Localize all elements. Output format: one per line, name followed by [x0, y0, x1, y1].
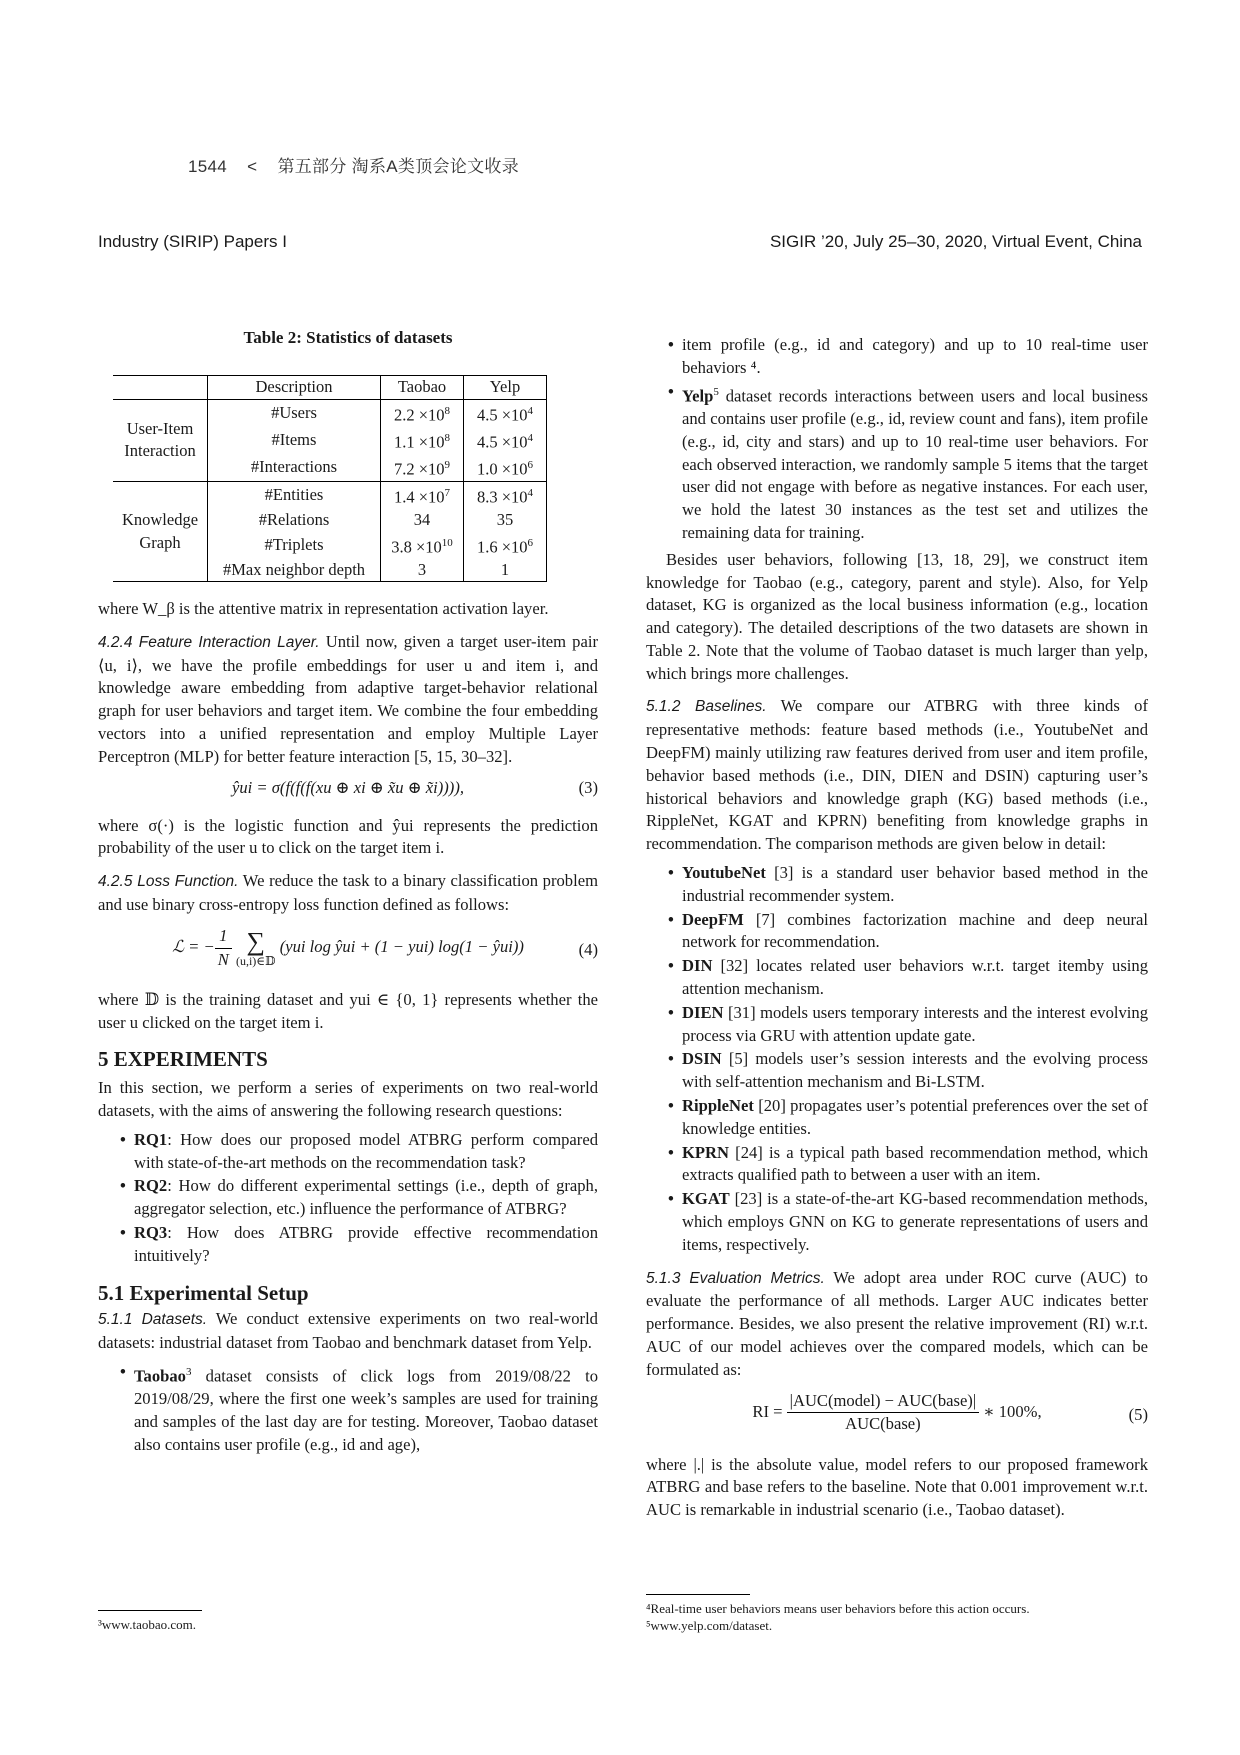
equation-number: (5) — [1128, 1404, 1148, 1424]
paragraph: 4.2.5 Loss Function. We reduce the task to a binary classification problem and use binary cross-entropy loss function defined as follows: — [98, 871, 598, 914]
table-header-cell: Description — [208, 376, 381, 400]
table-cell: $4.5 \times 10^4$ — [464, 427, 547, 454]
list-item: • Yelp$^5$ dataset records interactions between users and local business and contains user profile (e.g., id, review count and fans), item profile (e.g., id, city and stars) and up to 10 real-time user behaviors. For each observed interaction, we randomly sample 5 items that the target user did not engage with before as negative instances. For each user, we hold the latest 30 instances as the test set and utilizes the remaining data for training. — [682, 381, 1148, 545]
running-header-left: Industry (SIRIP) Papers I — [98, 232, 287, 251]
list-item: • KPRN [24] is a typical path based recommendation method, which extracts qualified path to between a user with an item. — [682, 1142, 1148, 1188]
table-cell: $1.1 \times 10^8$ — [381, 427, 464, 454]
footnote-3: ³www.taobao.com. — [98, 1617, 197, 1632]
paragraph: In this section, we perform a series of experiments on two real-world datasets, with the aims of answering the following research questions: — [98, 1078, 598, 1120]
page-top-separator: < — [247, 157, 258, 176]
table-cell: $1.6 \times 10^6$ — [464, 532, 547, 559]
table-cell: $8.3 \times 10^4$ — [464, 481, 547, 509]
right-column — [646, 334, 1148, 1528]
paragraph: where W_β is the attentive matrix in representation activation layer. — [98, 599, 549, 618]
datasets-list-continued — [646, 334, 1148, 545]
table-group-label: Knowledge Graph — [121, 509, 199, 552]
table-cell: #Relations — [208, 509, 381, 532]
equation-number: (4) — [578, 939, 598, 959]
footnote-rule — [98, 1610, 202, 1611]
table-cell: #Entities — [208, 481, 381, 509]
paragraph: where 𝔻 is the training dataset and yui ∈ {0, 1} represents whether the user u clicked on the target item i. — [98, 989, 598, 1032]
table-cell: $1.4 \times 10^7$ — [381, 481, 464, 509]
list-item: • DeepFM [7] combines factorization machine and deep neural network for recommendation. — [682, 909, 1148, 955]
table-cell: $7.2 \times 10^9$ — [381, 454, 464, 482]
paragraph: 5.1.3 Evaluation Metrics. We adopt area under ROC curve (AUC) to evaluate the performance of all methods. Larger AUC indicates better performance. Besides, we also present the relative improvement (RI) w.r.t. AUC of our model achieves over the compared models, which can be formulated as: — [646, 1267, 1148, 1379]
subsection-title: 5.1.3 Evaluation Metrics. — [646, 1269, 825, 1287]
page-top-section: 第五部分 淘系A类顶会论文收录 — [277, 157, 520, 176]
table-cell: 34 — [381, 509, 464, 532]
section-heading: 5 EXPERIMENTS — [98, 1047, 268, 1072]
list-item: • KGAT [23] is a state-of-the-art KG-based recommendation methods, which employs GNN on KG to generate representations of users and items, respectively. — [682, 1188, 1148, 1256]
datasets-list — [98, 1361, 598, 1457]
left-column — [98, 598, 598, 1463]
paragraph: 5.1.2 Baselines. We compare our ATBRG with three kinds of representative methods: feature based methods (i.e., YoutubeNet and DeepFM) mainly utilizing raw features derived from user and item profile, behavior based methods (i.e., DIN, DIEN and DSIN) capturing user’s historical behaviors and knowledge graph (KG) based methods (i.e., RippleNet, KGAT and KPRN) benefiting from knowledge graphs in recommendation. The comparison methods are given below in detail: — [646, 696, 1148, 854]
equation-number: (3) — [578, 777, 598, 797]
subsection-heading: 5.1 Experimental Setup — [98, 1280, 309, 1305]
footnote-rule — [646, 1594, 750, 1595]
research-questions-list — [98, 1129, 598, 1268]
list-item: • DSIN [5] models user’s session interests and the evolving process with self-attention mechanism and Bi-LSTM. — [682, 1048, 1148, 1094]
list-item: • RippleNet [20] propagates user’s potential preferences over the set of knowledge entities. — [682, 1095, 1148, 1141]
table-header-cell: Taobao — [381, 376, 464, 400]
equation-3: ŷui = σ(f(f(f(xu ⊕ xi ⊕ x̃u ⊕ x̃i)))), (3) — [98, 777, 598, 805]
page-number: 1544 — [188, 157, 228, 176]
list-item: • Taobao$^3$ dataset consists of click logs from 2019/08/22 to 2019/08/29, where the first one week’s samples are used for training and samples of the last day are for testing. Moreover, Taobao dataset also contains user profile (e.g., id and age), — [134, 1361, 598, 1457]
list-item: • DIEN [31] models users temporary interests and the interest evolving process via GRU with attention update gate. — [682, 1002, 1148, 1048]
paragraph: where σ(·) is the logistic function and ŷui represents the prediction probability of the user u to click on the target item i. — [98, 815, 598, 858]
footnote-5: ⁵www.yelp.com/dataset. — [646, 1618, 773, 1633]
table-cell: $2.2 \times 10^8$ — [381, 399, 464, 427]
list-item: • RQ2: How do different experimental settings (i.e., depth of graph, aggregator selection, etc.) influence the performance of ATBRG? — [134, 1175, 598, 1221]
paragraph: 5.1.1 Datasets. We conduct extensive experiments on two real-world datasets: industrial dataset from Taobao and benchmark dataset from Yelp. — [98, 1309, 598, 1353]
equation-5: RI = $\frac{\text{|AUC(model) − AUC(base)|}}{\text{AUC(base)}}$ ∗ 100%, (5) — [752, 1390, 1148, 1434]
equation-4: ℒ = − $\frac{1}{N}$ ∑ (u,i)∈𝔻 (yui log ŷui + (1 − yui) log(1 − ŷui)) (4) — [172, 925, 598, 969]
running-header-right: SIGIR ’20, July 25–30, 2020, Virtual Event, China — [769, 232, 1142, 251]
table-cell: $3.8 \times 10^{10}$ — [381, 532, 464, 559]
subsection-title: 4.2.4 Feature Interaction Layer. — [98, 633, 320, 651]
table-cell: #Users — [208, 399, 381, 427]
table-cell: 3 — [381, 559, 464, 582]
table-cell: 35 — [464, 509, 547, 532]
subsection-title: 4.2.5 Loss Function. — [98, 873, 239, 891]
table-cell: #Max neighbor depth — [208, 559, 381, 582]
table-cell: #Items — [208, 427, 381, 454]
paragraph: Besides user behaviors, following [13, 18, 29], we construct item knowledge for Taobao (e.g., category, parent and style). Also, for Yelp dataset, KG is organized as the local business information (e.g., location and category). The detailed descriptions of the two datasets are shown in Table 2. Note that the volume of Taobao dataset is much larger than yelp, which brings more challenges. — [646, 549, 1148, 683]
table-cell: $4.5 \times 10^4$ — [464, 399, 547, 427]
list-item: • RQ1: How does our proposed model ATBRG perform compared with state-of-the-art methods on the recommendation task? — [134, 1129, 598, 1175]
table-cell: #Triplets — [208, 532, 381, 559]
paragraph: 4.2.4 Feature Interaction Layer. Until now, given a target user-item pair ⟨u, i⟩, we have the profile embeddings for user u and item i, and knowledge aware embedding from adaptive target-behavior relational graph for user behaviors and target item. We combine the four embedding vectors into a unified representation and employ Multiple Layer Perceptron (MLP) for better feature interaction [5, 15, 30–32]. — [98, 631, 598, 766]
table-group-label: User-Item Interaction — [124, 418, 196, 461]
subsection-title: 5.1.1 Datasets. — [98, 1311, 208, 1329]
baselines-list — [646, 862, 1148, 1257]
list-item: • item profile (e.g., id and category) and up to 10 real-time user behaviors ⁴. — [682, 334, 1148, 380]
table-title: Table 2: Statistics of datasets — [243, 328, 453, 347]
table-header-cell: Yelp — [464, 376, 547, 400]
table-cell: 1 — [464, 559, 547, 582]
table-cell: #Interactions — [208, 454, 381, 482]
table-cell: $1.0 \times 10^6$ — [464, 454, 547, 482]
list-item: • YoutubeNet [3] is a standard user behavior based method in the industrial recommender system. — [682, 862, 1148, 908]
footnote-4: ⁴Real-time user behaviors means user behaviors before this action occurs. — [646, 1601, 1030, 1616]
list-item: • DIN [32] locates related user behaviors w.r.t. target itemby using attention mechanism. — [682, 955, 1148, 1001]
subsection-title: 5.1.2 Baselines. — [646, 698, 767, 716]
paragraph: where |.| is the absolute value, model refers to our proposed framework ATBRG and base refers to the baseline. Note that 0.001 improvement w.r.t. AUC is remarkable in industrial scenario (i.e., Taobao dataset). — [646, 1454, 1148, 1520]
list-item: • RQ3: How does ATBRG provide effective recommendation intuitively? — [134, 1222, 598, 1268]
page-top-line — [188, 152, 519, 177]
statistics-table — [113, 375, 547, 582]
table-header-cell — [113, 376, 208, 400]
